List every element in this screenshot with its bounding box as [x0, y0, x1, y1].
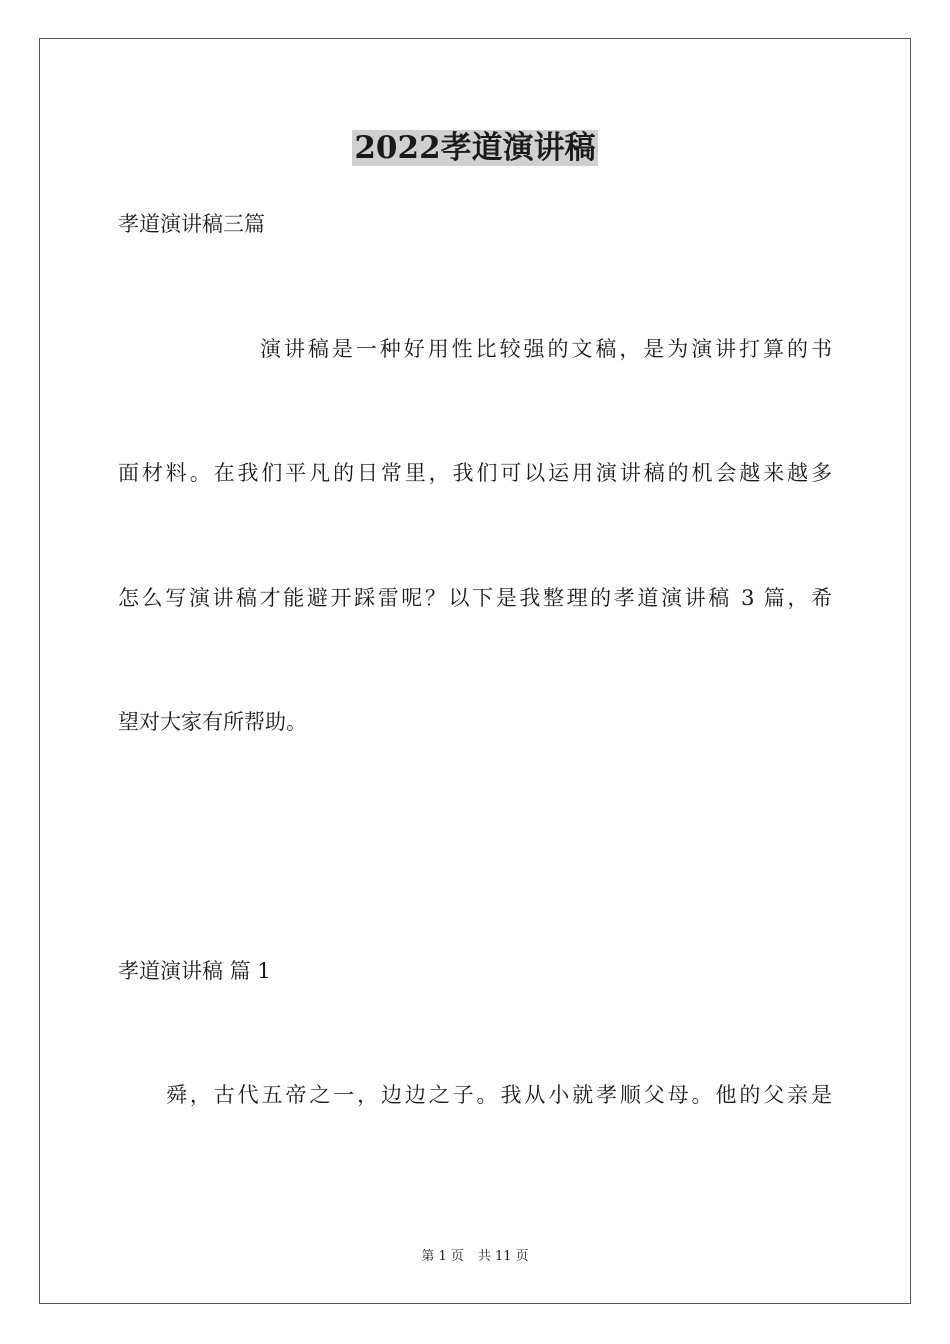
section-heading: 孝道演讲稿 篇 1: [118, 959, 271, 983]
intro-line-4: 望对大家有所帮助。: [118, 710, 307, 734]
intro-line-2: 面材料。在我们平凡的日常里，我们可以运用演讲稿的机会越来越多: [118, 461, 832, 485]
footer-page-total: 共 11 页: [477, 1249, 529, 1264]
page-footer: [0, 1248, 950, 1266]
intro-line-3: 怎么写演讲稿才能避开踩雷呢？以下是我整理的孝道演讲稿 3 篇，希: [118, 586, 832, 610]
footer-page-current: 第 1 页: [421, 1249, 464, 1264]
section-line-1: 舜，古代五帝之一，边边之子。我从小就孝顺父母。他的父亲是: [166, 1083, 832, 1107]
intro-line-1: 演讲稿是一种好用性比较强的文稿，是为演讲打算的书: [260, 337, 832, 361]
document-title: [0, 126, 950, 170]
document-subtitle: 孝道演讲稿三篇: [118, 212, 265, 236]
document-title-text: 2022孝道演讲稿: [354, 130, 596, 166]
